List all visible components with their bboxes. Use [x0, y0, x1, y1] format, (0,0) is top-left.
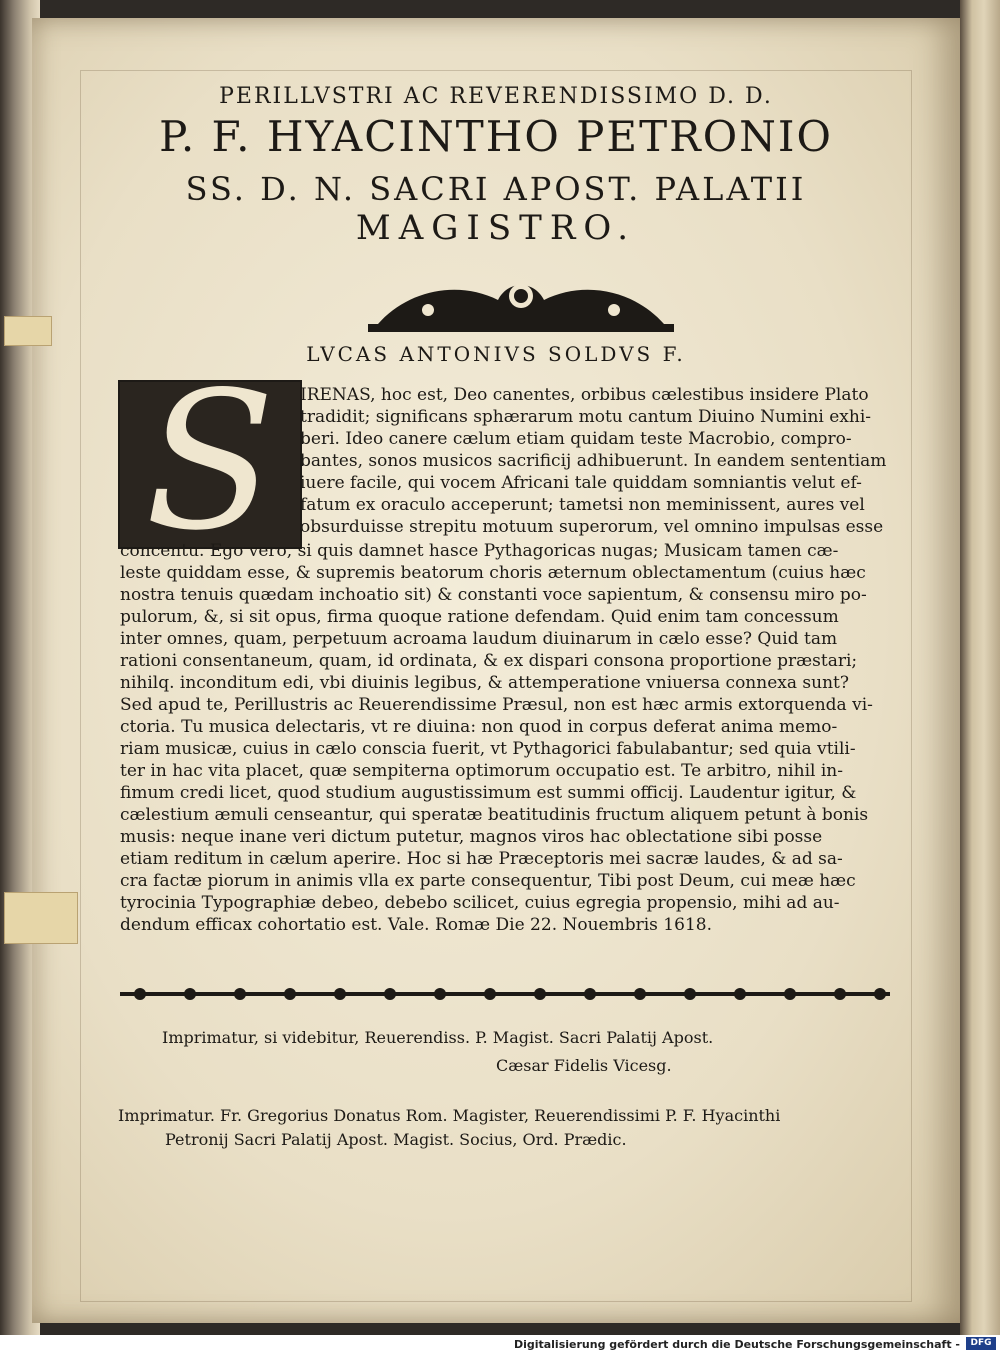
- text-line: Sed apud te, Perillustris ac Reuerendissime Præsul, non est hæc armis extorquenda vi-: [120, 695, 873, 715]
- text-line: leste quiddam esse, & supremis beatorum choris æternum oblectamentum (cuius hæc: [120, 563, 866, 583]
- text-line: tyrocinia Typographiæ debeo, debebo scilicet, cuius egregia propensio, mihi ad au-: [120, 893, 840, 913]
- text-line: etiam reditum in cælum aperire. Hoc si hæ Præceptoris mei sacræ laudes, & ad sa-: [120, 849, 843, 869]
- decorated-initial-letter: S: [144, 351, 276, 572]
- imprimatur-signature: Cæsar Fidelis Vicesg.: [496, 1056, 672, 1075]
- text-line: concentu. Ego vero, si quis damnet hasce Pythagoricas nugas; Musicam tamen cæ-: [120, 541, 839, 561]
- imprimatur-second-line-1: Imprimatur. Fr. Gregorius Donatus Rom. Magister, Reuerendissimi P. F. Hyacinthi: [118, 1106, 781, 1125]
- adjacent-page-edge: [960, 0, 1000, 1335]
- text-line: tradidit; significans sphærarum motu cantum Diuino Numini exhi-: [300, 407, 872, 427]
- text-line: cra factæ piorum in animis vlla ex parte consequentur, Tibi post Deum, cui meæ hæc: [120, 871, 856, 891]
- text-line: IRENAS, hoc est, Deo canentes, orbibus cælestibus insidere Plato: [300, 385, 869, 405]
- text-line: rationi consentaneum, quam, id ordinata, & ex dispari consona proportione præstari;: [120, 651, 858, 671]
- text-line: cælestium æmuli censeantur, qui speratæ beatitudinis fructum aliquem petunt à bonis: [120, 805, 869, 825]
- text-line: inter omnes, quam, perpetuum acroama laudum diuinarum in cælo esse? Quid tam: [120, 629, 838, 649]
- text-line: bantes, sonos musicos sacrificij adhibuerunt. In eandem sententiam: [300, 451, 887, 471]
- text-line: obsurduisse strepitu motuum superorum, vel omnino impulsas esse: [300, 517, 884, 537]
- text-line: pulorum, &, si sit opus, firma quoque ratione defendam. Quid enim tam concessum: [120, 607, 839, 627]
- dfg-logo: DFG: [966, 1337, 996, 1350]
- text-line: beri. Ideo canere cælum etiam quidam teste Macrobio, compro-: [300, 429, 852, 449]
- text-line: riam musicæ, cuius in cælo conscia fuerit, vt Pythagorici fabulabantur; sed quia vtili-: [120, 739, 856, 759]
- imprimatur-statement: Imprimatur, si videbitur, Reuerendiss. P. Magist. Sacri Palatij Apost.: [162, 1028, 714, 1047]
- dedication-line-3: SS. D. N. SACRI APOST. PALATII: [185, 170, 807, 208]
- text-line: dendum efficax cohortatio est. Vale. Romæ Die 22. Nouembris 1618.: [120, 915, 712, 935]
- headpiece-ornament: [368, 270, 674, 334]
- imprimatur-second-line-2: Petronij Sacri Palatij Apost. Magist. Socius, Ord. Prædic.: [165, 1130, 627, 1149]
- text-line: fimum credi licet, quod studium augustissimum est summi officij. Laudentur igitur, &: [120, 783, 857, 803]
- text-line: ter in hac vita placet, quæ sempiterna optimorum occupatio est. Te arbitro, nihil in-: [120, 761, 843, 781]
- text-line: nihilq. inconditum edi, vbi diuinis legibus, & attemperatione vniuersa connexa sunt?: [120, 673, 849, 693]
- text-line: ctoria. Tu musica delectaris, vt re diuina: non quod in corpus deferat anima memo-: [120, 717, 838, 737]
- dedication-line-1: PERILLVSTRI AC REVERENDISSIMO D. D.: [219, 84, 773, 109]
- text-line: fatum ex oraculo acceperunt; tametsi non meminissent, aures vel: [300, 495, 865, 515]
- page-tab-marker: [4, 892, 78, 944]
- text-line: nostra tenuis quædam inchoatio sit) & constanti voce sapientum, & consensu miro po-: [120, 585, 867, 605]
- author-line: LVCAS ANTONIVS SOLDVS F.: [306, 342, 686, 366]
- decorated-initial: [118, 351, 302, 572]
- digitization-footer: [0, 1335, 1000, 1353]
- text-line: musis: neque inane veri dictum putetur, magnos viros hac oblectatione sibi posse: [120, 827, 823, 847]
- dedication-line-4: MAGISTRO.: [355, 208, 637, 248]
- footer-credit: Digitalisierung gefördert durch die Deutsche Forschungsgemeinschaft -: [513, 1338, 960, 1351]
- dedication-name: P. F. HYACINTHO PETRONIO: [159, 112, 833, 161]
- ornamental-divider: [120, 985, 890, 1003]
- text-line: iuere facile, qui vocem Africani tale quiddam somniantis velut ef-: [300, 473, 862, 493]
